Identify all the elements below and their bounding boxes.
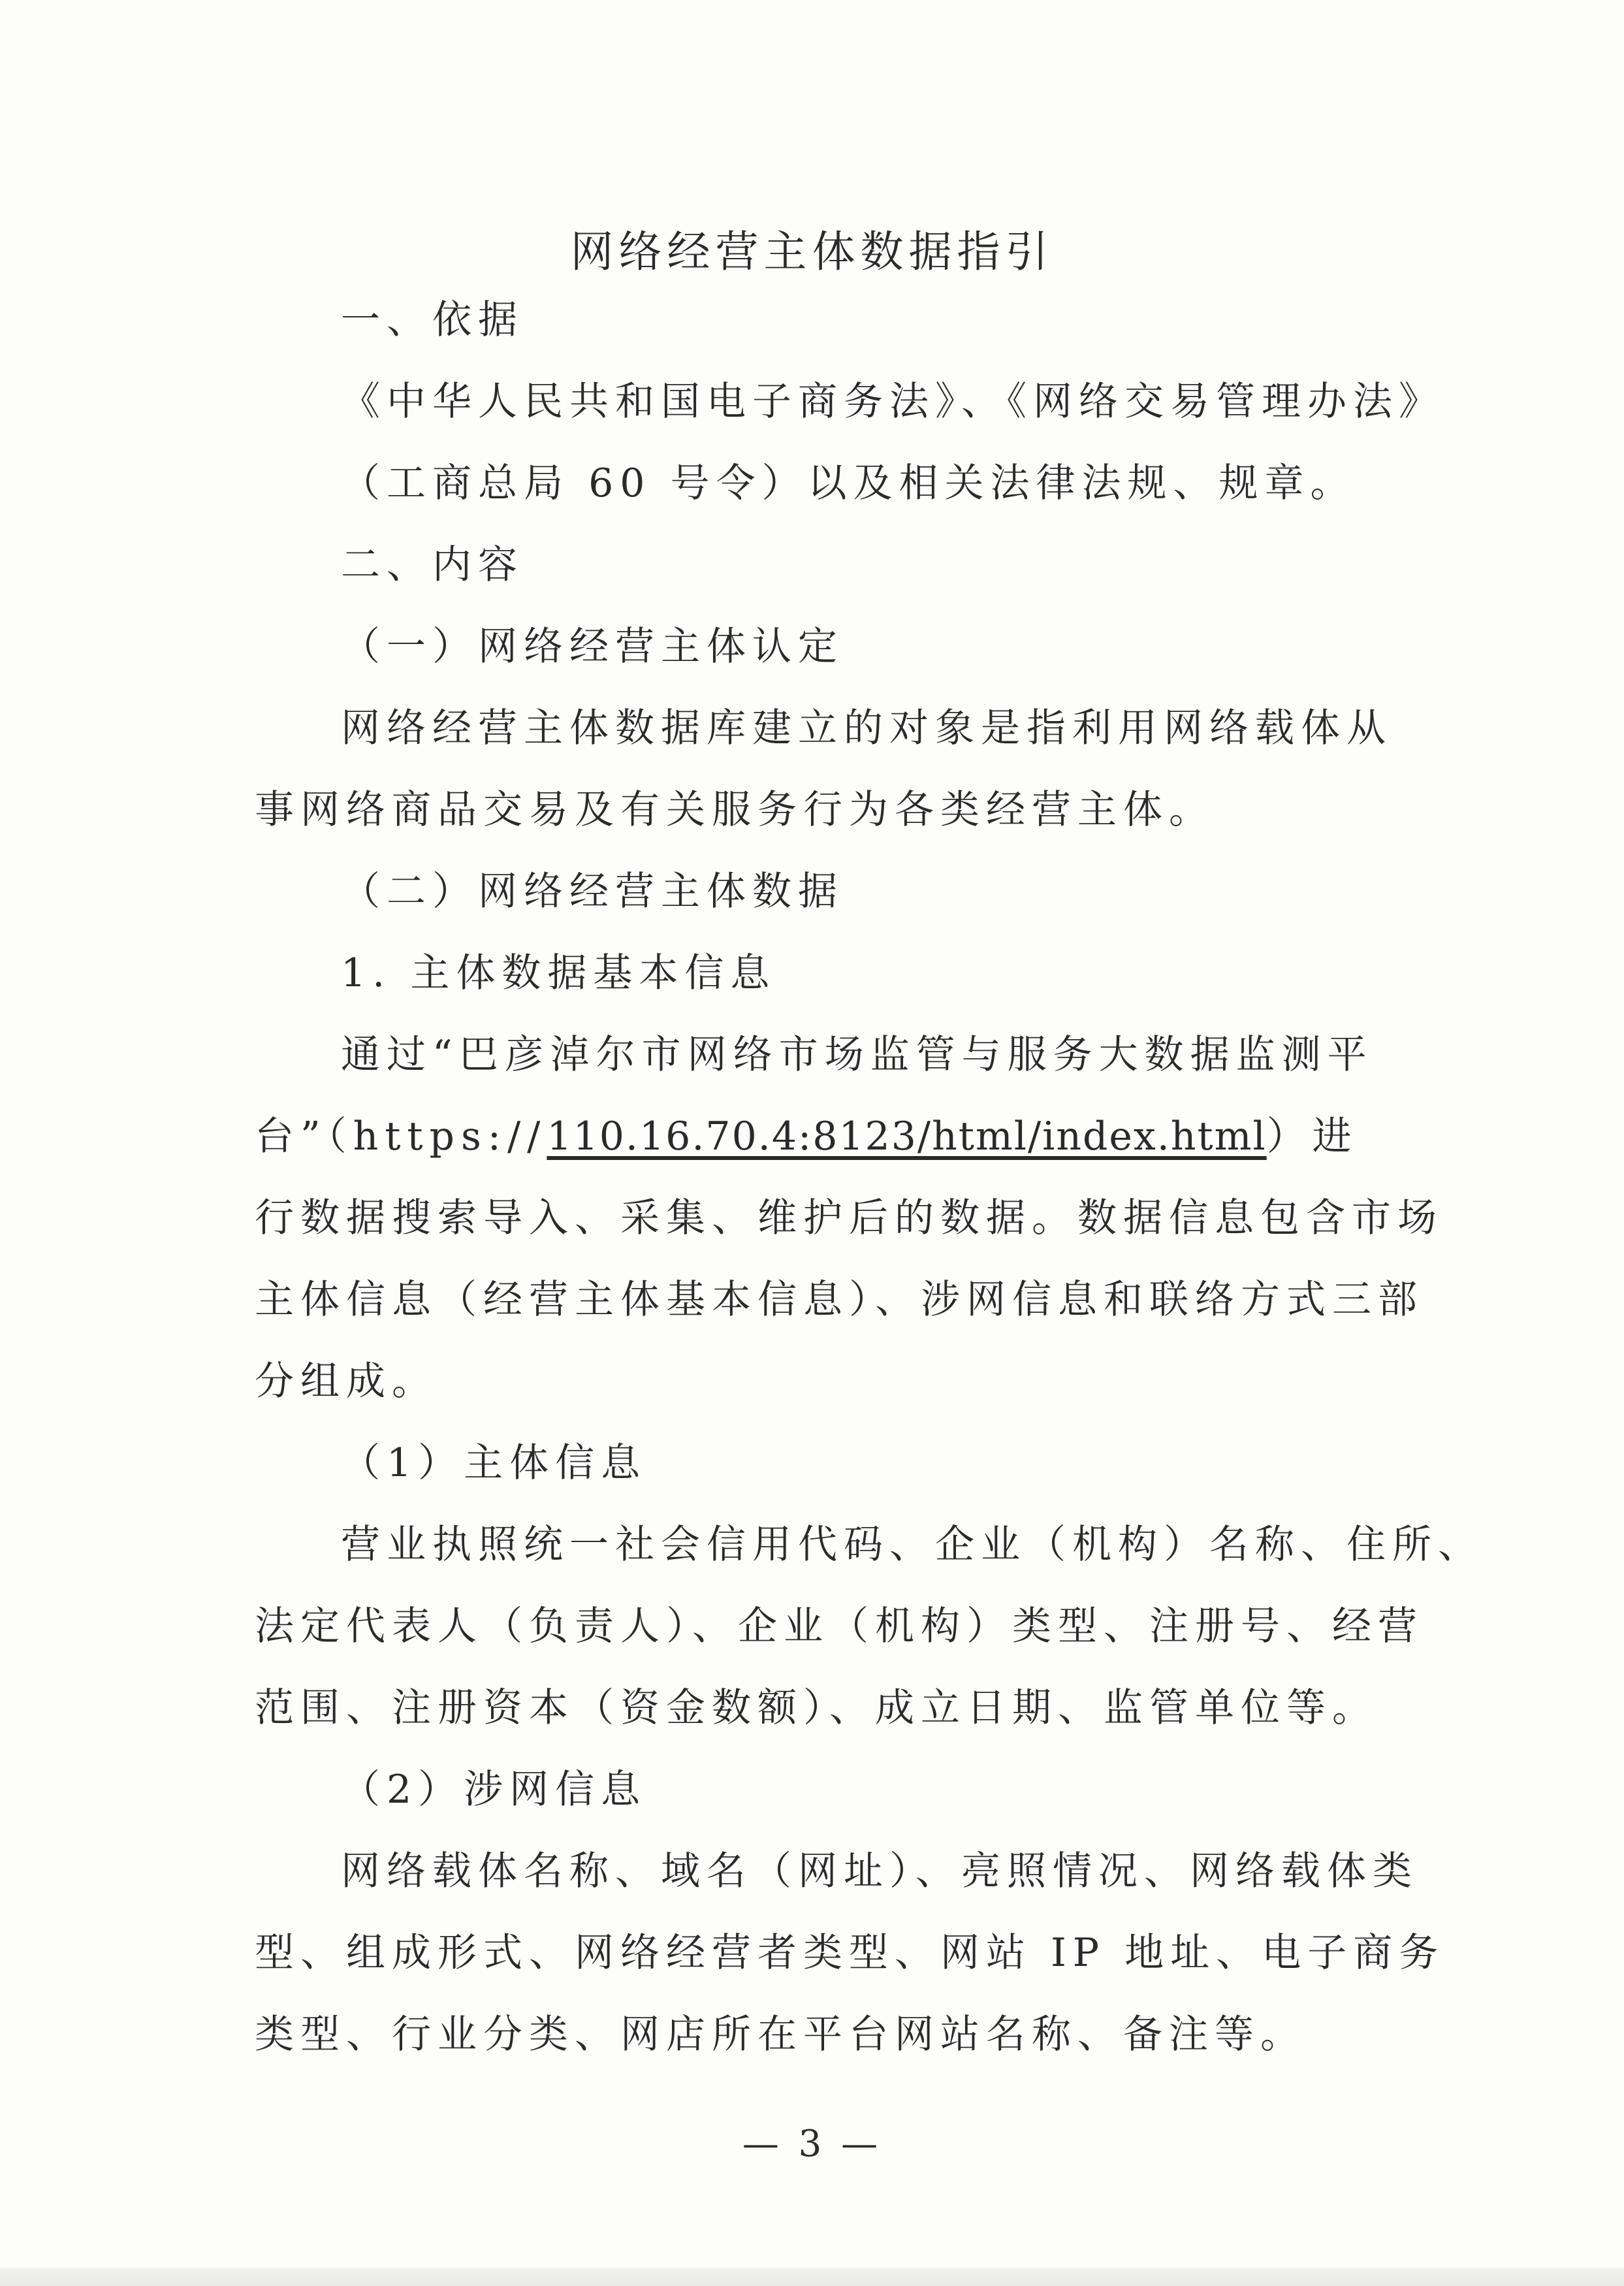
platform-name-end: 台”（https://: [255, 1114, 547, 1159]
part-heading-online-info: （2）涉网信息: [341, 1767, 647, 1812]
section-heading-basis: 一、依据: [341, 297, 524, 343]
basic-info-paragraph-line: 行数据搜索导入、采集、维护后的数据。数据信息包含市场: [255, 1195, 1443, 1241]
entity-identification-paragraph-line: 事网络商品交易及有关服务行为各类经营主体。: [255, 787, 1215, 833]
entity-info-paragraph-line: 法定代表人（负责人）、企业（机构）类型、注册号、经营: [255, 1603, 1424, 1649]
section-heading-content: 二、内容: [341, 542, 524, 588]
subsection-heading-entity-identification: （一）网络经营主体认定: [341, 624, 844, 669]
basic-info-paragraph-line: [255, 1114, 1358, 1159]
basic-info-paragraph-line: 通过“巴彦淖尔市网络市场监管与服务大数据监测平: [341, 1032, 1373, 1078]
entity-info-paragraph-line: 营业执照统一社会信用代码、企业（机构）名称、住所、: [341, 1522, 1484, 1568]
online-info-paragraph-line: 型、组成形式、网络经营者类型、网站 IP 地址、电子商务: [255, 1930, 1445, 1976]
basis-paragraph-line: 《中华人民共和国电子商务法》、《网络交易管理办法》: [341, 379, 1444, 425]
part-heading-entity-info: （1）主体信息: [341, 1440, 647, 1486]
document-title: 网络经营主体数据指引: [570, 227, 1054, 277]
entity-identification-paragraph-line: 网络经营主体数据库建立的对象是指利用网络载体从: [341, 705, 1392, 751]
basis-paragraph-line: （工商总局 60 号令）以及相关法律法规、规章。: [341, 460, 1356, 506]
page-bottom-edge: [0, 2268, 1624, 2286]
basic-info-paragraph-line: 分组成。: [255, 1359, 438, 1404]
basic-info-paragraph-line: 主体信息（经营主体基本信息）、涉网信息和联络方式三部: [255, 1277, 1424, 1323]
text-continuation: ）进: [1266, 1114, 1358, 1159]
entity-info-paragraph-line: 范围、注册资本（资金数额）、成立日期、监管单位等。: [255, 1685, 1378, 1731]
item-heading-basic-info: 1. 主体数据基本信息: [341, 950, 776, 996]
page-number: — 3 —: [742, 2123, 882, 2165]
online-info-paragraph-line: 类型、行业分类、网店所在平台网站名称、备注等。: [255, 2012, 1306, 2057]
platform-url-link[interactable]: 110.16.70.4:8123/html/index.html: [547, 1114, 1267, 1159]
online-info-paragraph-line: 网络载体名称、域名（网址）、亮照情况、网络载体类: [341, 1848, 1418, 1894]
subsection-heading-entity-data: （二）网络经营主体数据: [341, 869, 844, 914]
